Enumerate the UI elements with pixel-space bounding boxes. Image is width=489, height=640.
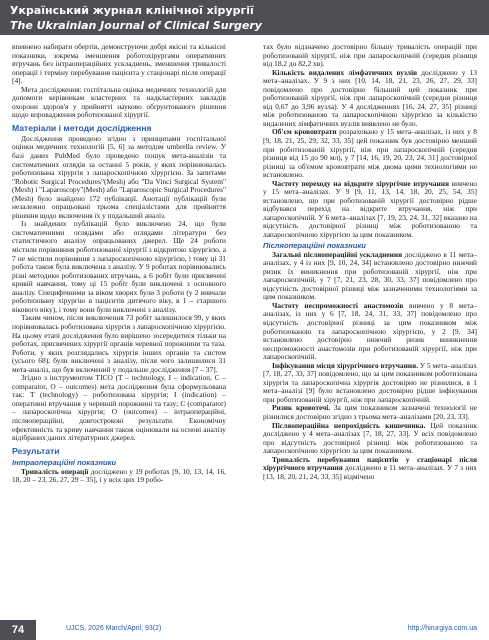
subsection-heading-postoperative: Післяопераційні показники: [263, 240, 366, 250]
paragraph-text: За цим показником зазначені технології не різнилися достовірно згідно з трьома мета–аналізами [20, 23, 33].: [263, 403, 477, 421]
bold-term: Об'єм крововтрати: [272, 127, 337, 137]
bold-term: Післяопераційна непрохідність кишечника.: [272, 420, 426, 430]
paragraph: [12, 468, 226, 485]
paragraph-text: Цей показник досліджено у 4 мета–аналізах [7, 18, 27, 33]. У всіх повідомлено про відсутність достовірної різниці між роботизованою та лапароскопічною хірургією за цим показником.: [263, 420, 477, 456]
paragraph: [263, 251, 477, 302]
bold-term: Частоту переходу на відкрите хірургічне втручання: [272, 178, 449, 188]
page-footer: [0, 620, 489, 640]
journal-title-en: The Ukrainian Journal of Clinical Surgery: [10, 19, 262, 32]
paragraph-text: досліджено в 11 мета–аналізах, у 4 із них [9, 10, 24, 34] встановлено достовірно нижчий ризик їх виникнення при роботизованій хірургії, ніж при лапароскопічній, у 7 [7, 21, 23, 28, 30, 33, 37] повідомлено про відсутність достовірної різниці між зазначеними технологіями за цим показником.: [263, 249, 477, 302]
paragraph: Дослідження проведено згідно з принципами госпітальної оцінки медичних технологій [5, 6] за методом umbrella review. У базі даних PubMed було проведено пошук мета-аналізів та систематичних оглядів за останні 5 років, у яких порівнювалась роботизована хірургія з лапароскопічною хірургією. За запитами "Robotic Surgical Procedures"(Mesh) або "Da Vinci Surgical System"(Mesh) і "Laparoscopy"(Mesh) або "Laparoscopic Surgical Procedures"(Mesh) було знайдено 172 публікації. Анотації публікацій були незалежно опрацьовані трьома спеціалістами для прийняття рішення щодо включення їх у подальший аналіз.: [12, 133, 226, 220]
bold-term: Тривалість перебування пацієнтів у стаціонарі після хірургічного втручання: [263, 454, 477, 473]
right-column: [263, 43, 477, 610]
bold-term: Ризик кровотечі.: [272, 403, 331, 413]
paragraph: Згідно з інструментом TICO (T – technology, I – indication, C – comparator, O – outcomes) мета дослідження була сформульована так: T (technology) – роботизована хірургія; I (indication) – оперативні втручання у черевній порожнині та тазу; C (comparator) – лапароскопічна хірургія; O (outcomes) – інтраопераційні, післяопераційні, довгострокові результати. Економічну ефективність та криву навчання також оцінювали на основі аналізу відібраних даних літературних джерел.: [12, 373, 226, 443]
journal-title-uk: Український журнал клінічної хірургії: [10, 4, 254, 17]
paragraph: [263, 69, 477, 129]
paragraph: впевнено набирати обертів, демонструючи добрі якісні та кількісні показники, зокрема зменшення роботохірургами оперативних втручань без інтраопераційних ускладнень, зменшення тривалості операції і терміну перебування пацієнта у стаціонарі після операції [4].: [12, 43, 226, 86]
journal-header: [0, 0, 489, 35]
paragraph: [263, 362, 477, 405]
paragraph-text: розраховано у 15 мета–аналізах, із них у 8 [9, 18, 21, 25, 29, 32, 33, 35] цей показник був достовірно менший при роботизованій хірургії, ніж при лапароскопічній (середня різниця від 15 до 90 мл), у 7 [14, 16, 19, 20, 23, 24, 31] достовірної різниці за об'ємом крововтрати між двома цими технологіями не встановлено.: [263, 127, 477, 180]
bold-term: Кількість видалених лімфатичних вузлів: [272, 67, 418, 77]
subsection-heading-intraoperative: Інтраопераційні показники: [12, 457, 117, 467]
bold-term: Частоту неспроможності анастомозів: [272, 300, 404, 310]
paragraph: тах було відзначено достовірно більшу тривалість операцій при роботизованій хірургії, ніж при лапароскопічній (середня різниця від 18,2 до 82,2 хв).: [263, 43, 477, 69]
paragraph-text: досліджено у 19 роботах [9, 10, 13, 14, 16, 18, 20 – 23, 26, 27, 29 – 35], і у всіх цих 19 робо-: [12, 466, 226, 485]
paragraph-text: вивчено у 8 мета–аналізах, із них у 6 [7, 18, 24, 31, 33, 37] повідомлено про відсутність достовірної різниці за цим показником між роботизованою та лапароскопічною хірургією, у 2 [9, 34] встановлено достовірно нижчий ризик виникнення неспроможності анастомозів при роботизованій хірургії, ніж при лапароскопічній.: [263, 300, 477, 362]
paragraph: Мета дослідження: госпітальна оцінка медичних технологій для допомоги керівникам кластерних та надкластерних закладів охорони здоров'я у прийнятті науково обґрунтованого рішення щодо впровадження роботизованої хірургії.: [12, 84, 226, 120]
paragraph-text: досліджено в 11 мета–аналізах. У 7 з них [13, 18, 20, 21, 24, 33, 35] відмічено: [263, 463, 477, 481]
paragraph: Із знайдених публікацій було виключено 24, що були систематичними оглядами або оглядами літератури без статистичного аналізу опрацьованих джерел. Ще 24 роботи містили порівняння роботизованої хірургії з відкритою хірургією, а 7 не містили порівняння з лапароскопічною хірургією, і тому ці 31 робота також була виключена з аналізу. У 9 роботах порівнювались різні методики роботизованих втручань, а 6 робіт були присвячені кривій навчання, тому ці 15 робіт були виключені з основного аналізу. Специфічними за віком хворих були 3 роботи (у 2 вивчали роботизовану хірургію в пацієнтів дитячого віку, в 1 – старшого вікового віку), і тому вони були виключені з аналізу.: [12, 219, 226, 314]
paragraph-text: вивчено у 15 мета–аналізах. У 9 [9, 11, 13, 14, 18, 20, 25, 54, 35] встановлено, що при роботизованій хірургії достовірно рідше відбувався перехід на відкрите втручання, ніж при лапароскопічній. У 6 мета–аналізах [7, 19, 23, 24, 31, 32] вказано на відсутність достовірної різниці між роботизованою та лапароскопічною хірургією за цим показником.: [263, 178, 477, 240]
section-heading-methods: Матеріали і методи дослідження: [12, 122, 152, 133]
page-number: 74: [0, 620, 36, 640]
journal-website-link[interactable]: http://hirurgiya.com.ua: [407, 625, 477, 632]
bold-term: Інфікування місця хірургічного втручання.: [272, 360, 418, 370]
left-column: [12, 43, 226, 610]
paragraph: [263, 180, 477, 240]
bold-term: Тривалість операції: [21, 466, 89, 476]
journal-citation: UJCS, 2026 March/April; 93(2): [66, 625, 162, 632]
paragraph: [263, 456, 477, 482]
bold-term: Загальні післяопераційні ускладнення: [272, 249, 403, 259]
paragraph: [263, 128, 477, 179]
section-heading-results: Результати: [12, 445, 60, 456]
paragraph: [263, 404, 477, 421]
paragraph-text: досліджено у 13 мета–аналізах. У 9 з них [10, 14, 18, 21, 23, 26, 27, 29, 33] повідомлено про достовірно більший цей показник при роботизованій хірургії, ніж при лапароскопічній (середня різниця від 0,67 до 3,96 вузла). У 4 дослідженнях [16, 24, 27, 35] різниці між роботизованою та лапароскопічною хірургією за кількістю видалених лімфатичних вузлів виявлено не було.: [263, 67, 477, 128]
paragraph-text: У 5 мета–аналізах [7, 18, 27, 33, 37] повідомлено, що за цим показником роботизована хірургія та лапароскопічна хірургія достовірно не різнилися, в 1 мета–аналізі [9] було встановлено достовірно рідше інфікування при роботизованій хірургії, ніж при лапароскопічній.: [263, 360, 477, 404]
paragraph: [263, 302, 477, 362]
paragraph: [263, 422, 477, 456]
paragraph: Таким чином, після виключення 73 робіт залишилося 99, у яких порівнювалась роботизована хірургія з лапароскопічною хірургією. На цьому етапі дослідження було вирішено зосередитися тільки на роботах, присвячених хірургії органів черевної порожнини та таза. Роботи, у яких розглядались хірургія інших органів та систем (усього 68), були виключені з аналізу, після чого залишилися 31 мета-аналіз, що був включений у подальше дослідження [7 – 37].: [12, 313, 226, 374]
